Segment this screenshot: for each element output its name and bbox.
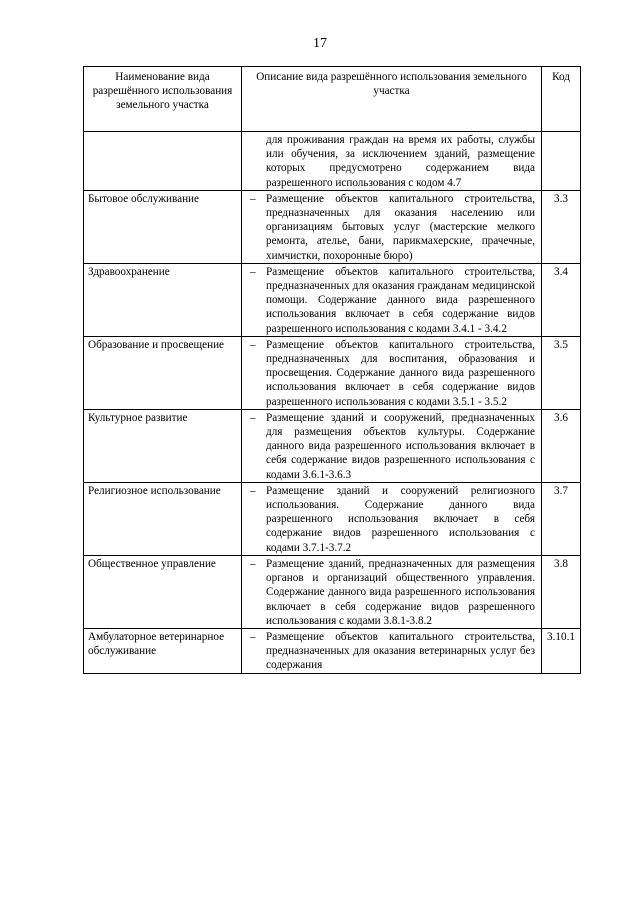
table-row	[84, 628, 581, 673]
list-dash: –	[250, 192, 256, 205]
table-row	[84, 555, 581, 628]
row-description: Размещение зданий и сооружений, предназначенных для размещения объектов культуры. Содержание данного вида разрешенного использования включает в себя содержание видов разрешенного использования с кодами 3.6.1-3.6.3	[266, 411, 535, 481]
row-code: 3.3	[542, 190, 581, 263]
table-row	[84, 482, 581, 555]
table-row	[84, 336, 581, 409]
row-description-cell	[242, 263, 542, 336]
row-description-wrap	[244, 337, 539, 409]
row-description-cell	[242, 555, 542, 628]
row-description-wrap	[244, 483, 539, 555]
row-code: 3.7	[542, 482, 581, 555]
table-body	[84, 190, 581, 673]
row-name: Бытовое обслуживание	[84, 190, 242, 263]
row-description-wrap	[244, 191, 539, 263]
row-code: 3.4	[542, 263, 581, 336]
list-dash: –	[250, 484, 256, 497]
table-row	[84, 263, 581, 336]
row-description-cell	[242, 336, 542, 409]
row-code: 3.5	[542, 336, 581, 409]
list-dash: –	[250, 630, 256, 643]
list-dash: –	[250, 411, 256, 424]
row-description: Размещение объектов капитального строительства, предназначенных для оказания населению или организациям бытовых услуг (мастерские мелкого ремонта, ателье, бани, парикмахерские, прачечные, химчистки, похоронные бюро)	[266, 192, 535, 262]
list-dash: –	[250, 338, 256, 351]
row-name: Религиозное использование	[84, 482, 242, 555]
continuation-wrap	[244, 132, 539, 190]
row-description: Размещение зданий, предназначенных для размещения органов и организаций общественного управления. Содержание данного вида разрешенного использования включает в себя содержание видов разрешенного использования с кодами 3.8.1-3.8.2	[266, 557, 535, 627]
row-description-cell	[242, 628, 542, 673]
row-description-cell	[242, 482, 542, 555]
row-description-wrap	[244, 264, 539, 336]
continuation-text: для проживания граждан на время их работы, службы или обучения, за исключением зданий, размещение которых предусмотрено содержанием вида разрешенного использования с кодом 4.7	[266, 134, 535, 189]
row-name: Здравоохранение	[84, 263, 242, 336]
row-description: Размещение объектов капитального строительства, предназначенных для оказания ветеринарных услуг без содержания	[266, 630, 535, 672]
row-description-cell	[242, 190, 542, 263]
page-number: 17	[313, 36, 327, 51]
row-name: Общественное управление	[84, 555, 242, 628]
row-name: Культурное развитие	[84, 409, 242, 482]
header-name: Наименование вида разрешённого использования земельного участка	[84, 67, 242, 132]
continuation-description-cell	[242, 132, 542, 191]
row-name: Амбулаторное ветеринарное обслуживание	[84, 628, 242, 673]
land-use-table	[83, 66, 581, 674]
continuation-code-cell	[542, 132, 581, 191]
row-code: 3.8	[542, 555, 581, 628]
list-dash: –	[250, 557, 256, 570]
row-description: Размещение объектов капитального строительства, предназначенных для оказания гражданам медицинской помощи. Содержание данного вида разрешенного использования включает в себя содержание видов разрешенного использования с кодами 3.4.1 - 3.4.2	[266, 265, 535, 335]
continuation-name-cell	[84, 132, 242, 191]
row-description-wrap	[244, 410, 539, 482]
header-description: Описание вида разрешённого использования земельного участка	[242, 67, 542, 132]
row-code: 3.6	[542, 409, 581, 482]
row-code: 3.10.1	[542, 628, 581, 673]
list-dash: –	[250, 265, 256, 278]
table-row-continuation	[84, 132, 581, 191]
row-description-wrap	[244, 556, 539, 628]
row-description-cell	[242, 409, 542, 482]
row-description-wrap	[244, 629, 539, 673]
table-header-row	[84, 67, 581, 132]
row-name: Образование и просвещение	[84, 336, 242, 409]
row-description: Размещение объектов капитального строительства, предназначенных для воспитания, образования и просвещения. Содержание данного вида разрешенного использования включает в себя содержание видов разрешенного использования с кодами 3.5.1 - 3.5.2	[266, 338, 535, 408]
table-row	[84, 409, 581, 482]
header-code: Код	[542, 67, 581, 132]
row-description: Размещение зданий и сооружений религиозного использования. Содержание данного вида разрешенного использования включает в себя содержание видов разрешенного использования с кодами 3.7.1-3.7.2	[266, 484, 535, 554]
table-row	[84, 190, 581, 263]
